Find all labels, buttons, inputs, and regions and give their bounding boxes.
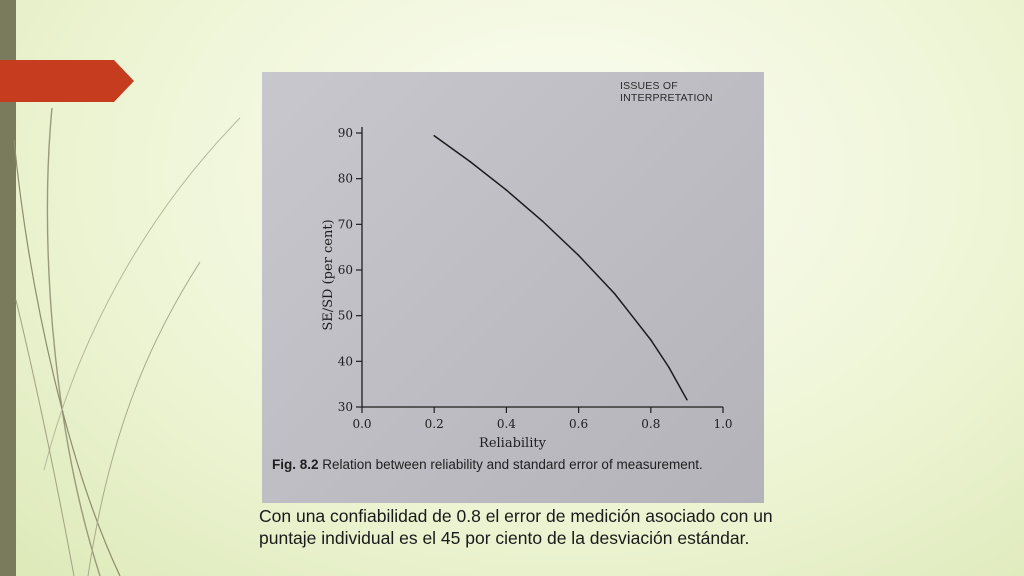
y-tick-label: 90 <box>337 126 353 140</box>
series-line <box>434 136 687 400</box>
x-tick-label: 0.8 <box>641 417 661 431</box>
data-point <box>433 135 435 137</box>
accent-tab <box>0 60 134 102</box>
y-tick-label: 60 <box>337 263 353 277</box>
x-tick-label: 0.4 <box>496 417 516 431</box>
data-point <box>542 220 544 222</box>
y-tick-label: 80 <box>337 171 353 186</box>
data-point <box>614 293 616 295</box>
data-point <box>578 255 580 257</box>
book-header: ISSUES OF INTERPRETATION <box>620 80 713 104</box>
chart <box>262 72 764 503</box>
deco-line-3 <box>44 118 240 470</box>
x-axis-label: Reliability <box>479 436 546 451</box>
figure-caption-text: Relation between reliability and standard error of measurement. <box>322 457 703 472</box>
deco-line-5 <box>16 300 74 576</box>
data-point <box>506 189 508 191</box>
x-tick-label: 0.0 <box>352 417 372 431</box>
y-axis-label: SE/SD (per cent) <box>321 219 336 331</box>
chart-axes <box>362 127 723 407</box>
deco-line-1 <box>47 108 100 576</box>
deco-line-4 <box>88 262 200 576</box>
data-point <box>470 161 472 163</box>
book-figure-photo <box>262 72 764 503</box>
x-tick-label: 0.6 <box>569 417 589 431</box>
figure-caption-label: Fig. 8.2 <box>272 457 319 472</box>
y-tick-label: 50 <box>337 308 353 323</box>
y-tick-label: 40 <box>337 354 353 369</box>
chart-ticks <box>338 126 733 431</box>
data-point <box>650 339 652 341</box>
x-tick-label: 1.0 <box>713 417 733 431</box>
x-tick-label: 0.2 <box>424 417 444 431</box>
data-point <box>668 366 670 368</box>
y-tick-label: 30 <box>337 400 353 414</box>
data-point <box>686 399 688 401</box>
y-tick-label: 70 <box>337 217 353 232</box>
figure-caption <box>272 457 703 472</box>
slide-body-text: Con una confiabilidad de 0.8 el error de medición asociado con un puntaje individual es el 45 por ciento de la desviación estándar. <box>259 506 773 548</box>
chart-series <box>433 135 687 401</box>
